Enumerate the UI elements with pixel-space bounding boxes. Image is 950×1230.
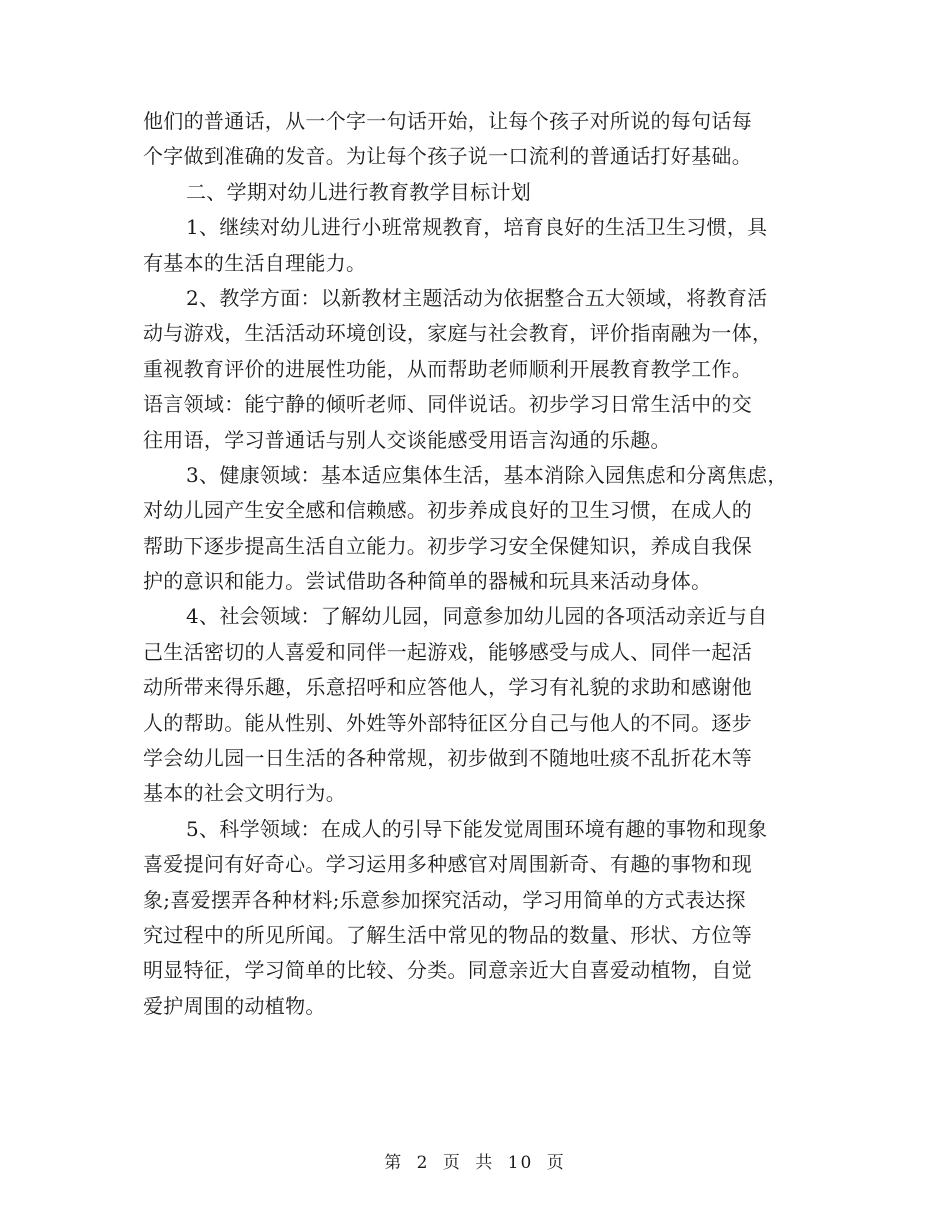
text-line: 人的帮助。能从性别、外姓等外部特征区分自己与他人的不同。逐步 bbox=[143, 710, 752, 735]
text-line: 明显特征，学习简单的比较、分类。同意亲近大自喜爱动植物，自觉 bbox=[143, 958, 752, 983]
text-line: 爱护周围的动植物。 bbox=[143, 993, 326, 1018]
text-line: 3、健康领域：基本适应集体生活，基本消除入园焦虑和分离焦虑， bbox=[186, 462, 788, 487]
text-line: 护的意识和能力。尝试借助各种简单的器械和玩具来活动身体。 bbox=[143, 569, 712, 594]
text-line: 动与游戏，生活活动环境创设，家庭与社会教育，评价指南融为一体， bbox=[143, 321, 773, 346]
text-line: 个字做到准确的发音。为让每个孩子说一口流利的普通话打好基础。 bbox=[143, 144, 752, 169]
text-line: 重视教育评价的进展性功能，从而帮助老师顺利开展教育教学工作。 bbox=[143, 356, 752, 381]
text-line: 喜爱提问有好奇心。学习运用多种感官对周围新奇、有趣的事物和现 bbox=[143, 852, 752, 877]
text-line: 象;喜爱摆弄各种材料;乐意参加探究活动，学习用简单的方式表达探 bbox=[143, 887, 746, 912]
text-line: 己生活密切的人喜爱和同伴一起游戏，能够感受与成人、同伴一起活 bbox=[143, 639, 752, 664]
text-line: 动所带来得乐趣，乐意招呼和应答他人，学习有礼貌的求助和感谢他 bbox=[143, 675, 752, 700]
text-line: 学会幼儿园一日生活的各种常规，初步做到不随地吐痰不乱折花木等 bbox=[143, 746, 752, 771]
text-line: 对幼儿园产生安全感和信赖感。初步养成良好的卫生习惯，在成人的 bbox=[143, 498, 752, 523]
text-line: 他们的普通话，从一个字一句话开始，让每个孩子对所说的每句话每 bbox=[143, 109, 752, 133]
text-line: 5、科学领域：在成人的引导下能发觉周围环境有趣的事物和现象 bbox=[186, 816, 768, 841]
text-line: 1、继续对幼儿进行小班常规教育，培育良好的生活卫生习惯，具 bbox=[186, 215, 768, 240]
text-line: 语言领域：能宁静的倾听老师、同伴说话。初步学习日常生活中的交 bbox=[143, 392, 752, 417]
text-line: 基本的社会文明行为。 bbox=[143, 781, 346, 806]
text-line: 帮助下逐步提高生活自立能力。初步学习安全保健知识，养成自我保 bbox=[143, 533, 752, 558]
text-line: 往用语，学习普通话与别人交谈能感受用语言沟通的乐趣。 bbox=[143, 427, 671, 452]
document-body bbox=[143, 104, 823, 1024]
page-footer: 第 2 页 共 10 页 bbox=[384, 1153, 566, 1173]
text-line: 2、教学方面：以新教材主题活动为依据整合五大领域，将教育活 bbox=[186, 285, 768, 310]
text-line: 有基本的生活自理能力。 bbox=[143, 250, 367, 275]
text-line: 二、学期对幼儿进行教育教学目标计划 bbox=[186, 179, 532, 204]
text-line: 究过程中的所见所闻。了解生活中常见的物品的数量、形状、方位等 bbox=[143, 922, 752, 947]
text-line: 4、社会领域：了解幼儿园，同意参加幼儿园的各项活动亲近与自 bbox=[186, 604, 768, 629]
